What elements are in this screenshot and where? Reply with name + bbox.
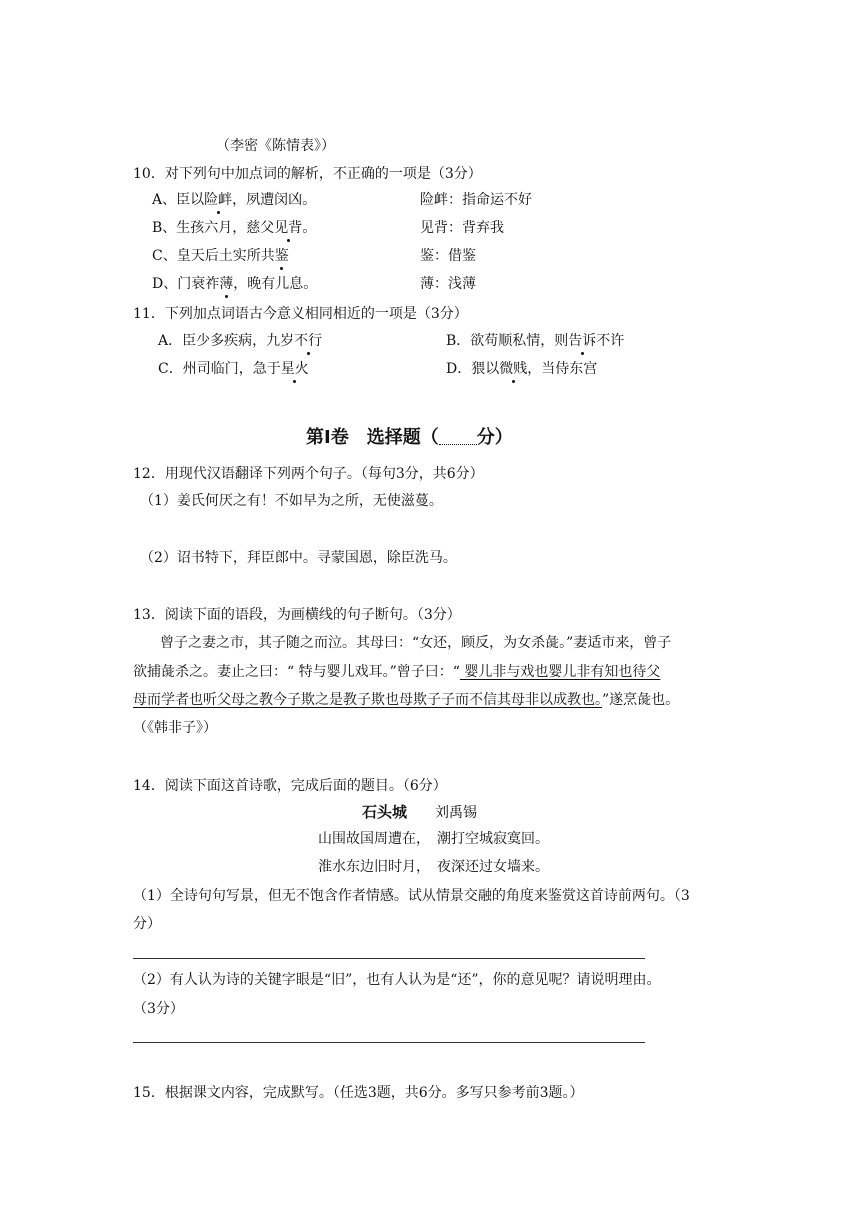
dotted-word: 薄	[219, 276, 234, 292]
q11-stem: 11．下列加点词语古今意义相同相近的一项是（3分）	[133, 306, 468, 322]
score-blank	[439, 426, 477, 445]
poem-author: 刘禹锡	[435, 805, 478, 821]
underlined-sentence: 母而学者也听父母之教今子欺之是教子欺也母欺子子而不信其母非以成教也。	[133, 692, 602, 708]
q10-option-c: C、皇天后土实所共鉴	[152, 248, 289, 264]
q14-sub2-line-b: （3分）	[133, 1001, 184, 1017]
q10-gloss-c: 鉴：借鉴	[420, 248, 476, 264]
source-note: （李密《陈情表》）	[216, 138, 335, 154]
poem-heading	[362, 802, 477, 823]
q10-option-d: D、门衰祚薄，晚有儿息。	[152, 276, 318, 292]
q10-option-b: B、生孩六月，慈父见背。	[152, 220, 317, 236]
q10-gloss-d: 薄：浅薄	[420, 276, 476, 292]
q13-passage-line-1: 曾子之妻之市，其子随之而泣。其母曰：“女还，顾反，为女杀彘。”妻适市来，曾子	[160, 635, 672, 651]
q13-source: （《韩非子》）	[133, 720, 217, 736]
q11-option-c: C．州司临门，急于星火	[158, 361, 309, 377]
dotted-word: 险衅	[204, 192, 233, 208]
q12-sentence-1: （1）姜氏何厌之有！不如早为之所，无使滋蔓。	[140, 493, 443, 509]
q13-stem: 13．阅读下面的语段，为画横线的句子断句。（3分）	[133, 607, 461, 623]
q10-stem: 10．对下列句中加点词的解析，不正确的一项是（3分）	[133, 166, 482, 182]
dotted-word: 见背	[274, 220, 303, 236]
q12-sentence-2: （2）诏书特下，拜臣郎中。寻蒙国恩，除臣洗马。	[140, 550, 457, 566]
q15-stem: 15．根据课文内容，完成默写。（任选3题，共6分。多写只参考前3题。）	[133, 1085, 584, 1101]
dotted-word: 不行	[294, 333, 323, 349]
answer-line-1	[133, 958, 645, 959]
underlined-sentence: 婴儿非与戏也婴儿非有知也待父	[459, 664, 661, 680]
poem-line-2: 淮水东边旧时月， 夜深还过女墙来。	[318, 859, 549, 875]
section-title: 第Ⅰ卷 选择题（ 分）	[306, 427, 513, 448]
dotted-word: 微贱	[499, 361, 528, 377]
q10-option-a: A、臣以险衅，夙遭闵凶。	[152, 192, 317, 208]
q14-sub2-line-a: （2）有人认为诗的关键字眼是“旧”，也有人认为是“还”，你的意见呢？请说明理由。	[133, 972, 661, 988]
q10-gloss-a: 险衅：指命运不好	[420, 192, 532, 208]
dotted-word: 星火	[280, 361, 309, 377]
q13-passage-line-3: 母而学者也听父母之教今子欺之是教子欺也母欺子子而不信其母非以成教也。”遂烹彘也。	[133, 692, 680, 708]
dotted-word: 告诉	[568, 333, 597, 349]
answer-line-2	[133, 1042, 645, 1043]
q11-option-a: A．臣少多疾病，九岁不行	[158, 333, 323, 349]
q14-stem: 14．阅读下面这首诗歌，完成后面的题目。（6分）	[133, 778, 447, 794]
q10-gloss-b: 见背：背弃我	[420, 220, 504, 236]
q11-option-d: D．猥以微贱，当侍东宫	[446, 361, 598, 377]
q13-passage-line-2: 欲捕彘杀之。妻止之曰：“ 特与婴儿戏耳。”曾子曰：“ 婴儿非与戏也婴儿非有知也待父	[133, 664, 661, 680]
q11-option-b: B．欲苟顺私情，则告诉不许	[446, 333, 625, 349]
poem-line-1: 山围故国周遭在， 潮打空城寂寞回。	[318, 831, 549, 847]
q12-stem: 12．用现代汉语翻译下列两个句子。（每句3分，共6分）	[133, 466, 484, 482]
dotted-word: 鉴	[274, 248, 289, 264]
poem-title: 石头城	[362, 803, 408, 821]
q14-sub1-line-a: （1）全诗句句写景，但无不饱含作者情感。试从情景交融的角度来鉴赏这首诗前两句。（3	[133, 888, 690, 904]
q14-sub1-line-b: 分）	[133, 916, 161, 932]
